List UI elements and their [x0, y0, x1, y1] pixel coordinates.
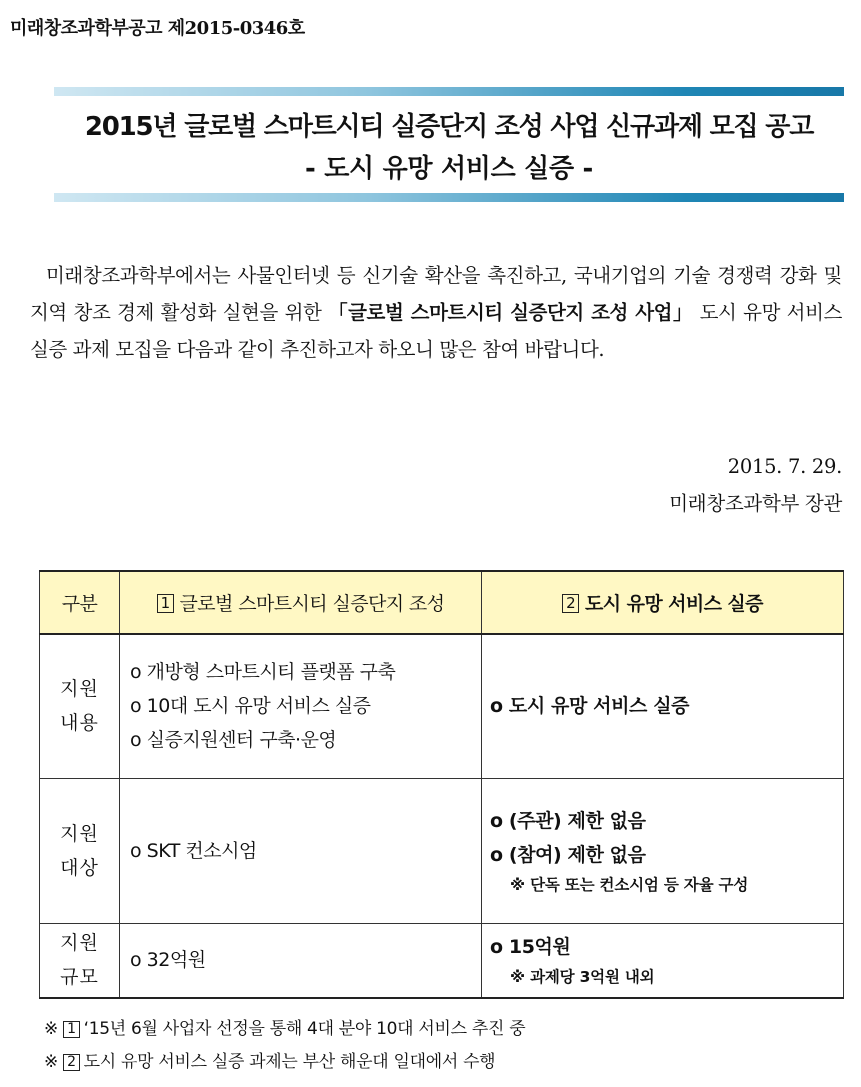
- list-item: o 32억원: [130, 949, 206, 972]
- boxed-number-1: 1: [157, 594, 174, 613]
- list-item: o 15억원: [490, 936, 571, 959]
- list-item: o (참여) 제한 없음: [490, 843, 646, 866]
- eligibility-track-1: [120, 778, 482, 923]
- eligibility-note: ※ 단독 또는 컨소시엄 등 자율 구성: [510, 875, 749, 894]
- row-label-line: 지원: [60, 822, 99, 845]
- notice-signer: 미래창조과학부 장관: [669, 492, 842, 515]
- boxed-number-2: 2: [562, 594, 579, 613]
- boxed-number-1: 1: [63, 1021, 80, 1038]
- list-item: o 도시 유망 서비스 실증: [490, 695, 690, 718]
- notice-date: 2015. 7. 29.: [727, 455, 842, 478]
- footnote-mark: ※: [44, 1052, 58, 1072]
- support-content-track-2: [482, 634, 844, 778]
- budget-track-1: [120, 923, 482, 998]
- footnote-text: ‘15년 6월 사업자 선정을 통해 4대 분야 10대 서비스 추진 중: [83, 1019, 526, 1039]
- title-top-bar: [54, 87, 844, 96]
- intro-program-name: 「글로벌 스마트시티 실증단지 조성 사업」: [328, 301, 693, 324]
- list-item: o (주관) 제한 없음: [490, 809, 646, 832]
- list-item: o SKT 컨소시엄: [130, 839, 257, 862]
- table-row: [40, 923, 844, 998]
- page-title: 2015년 글로벌 스마트시티 실증단지 조성 사업 신규과제 모집 공고: [84, 112, 814, 142]
- notice-number: 미래창조과학부공고 제2015-0346호: [10, 18, 305, 39]
- intro-text-1: 미래창조과학부에서는 사물인터넷 등 신기술 확산을 촉진하고, 국내기업의 기술 경쟁력 강화 및 지역 창조 경제 활성화 실현을 위한: [30, 264, 842, 324]
- list-item: o 10대 도시 유망 서비스 실증: [130, 695, 371, 718]
- header-track-2-label: 도시 유망 서비스 실증: [585, 593, 763, 615]
- row-label-line: 지원: [60, 678, 99, 701]
- header-track-1-label: 글로벌 스마트시티 실증단지 조성: [179, 593, 445, 615]
- footnote-1: [44, 1014, 525, 1039]
- footnote-2: [44, 1047, 495, 1072]
- table-row: [40, 634, 844, 778]
- page-subtitle: - 도시 유망 서비스 실증 -: [304, 154, 594, 184]
- row-label-line: 규모: [60, 966, 99, 989]
- header-category: 구분: [40, 571, 120, 634]
- table-header-row: [40, 571, 844, 634]
- title-bottom-bar: [54, 193, 844, 202]
- intro-text-2: 도시 유망 서비스 실증 과제 모집을 다음과 같이 추진하고자 하오니 많은 참여 바랍니다.: [30, 301, 842, 361]
- footnote-text: 도시 유망 서비스 실증 과제는 부산 해운대 일대에서 수행: [83, 1052, 496, 1072]
- row-label-line: 지원: [60, 932, 99, 955]
- row-label-support-content: [40, 634, 120, 778]
- budget-track-2: [482, 923, 844, 998]
- row-label-line: 대상: [60, 856, 99, 879]
- row-label-eligibility: [40, 778, 120, 923]
- intro-paragraph: [30, 257, 842, 368]
- table-row: [40, 778, 844, 923]
- eligibility-track-2: [482, 778, 844, 923]
- support-content-track-1: [120, 634, 482, 778]
- boxed-number-2: 2: [63, 1054, 80, 1071]
- list-item: o 개방형 스마트시티 플랫폼 구축: [130, 661, 396, 684]
- summary-table: [39, 570, 844, 999]
- header-track-1: [120, 571, 482, 634]
- footnote-mark: ※: [44, 1019, 58, 1039]
- budget-note: ※ 과제당 3억원 내외: [510, 968, 655, 987]
- header-track-2: [482, 571, 844, 634]
- list-item: o 실증지원센터 구축·운영: [130, 729, 337, 752]
- row-label-line: 내용: [60, 712, 99, 735]
- row-label-budget: [40, 923, 120, 998]
